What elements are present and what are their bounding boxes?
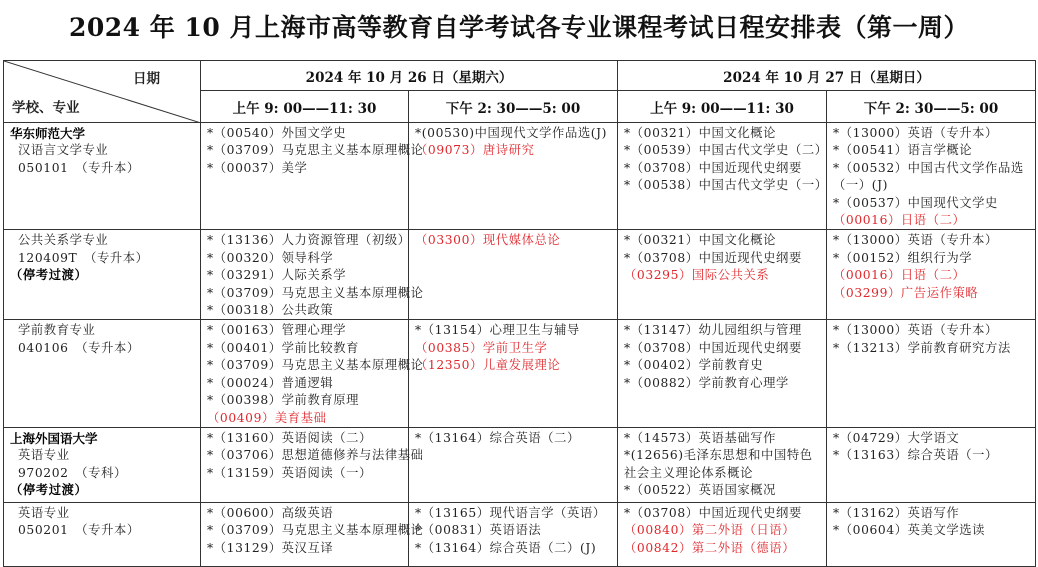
major-code: 050101 （专升本）	[18, 160, 140, 175]
course-list	[827, 428, 1035, 465]
course-item: *（00537）中国现代文学史	[833, 195, 998, 210]
major-code: 040106 （专升本）	[18, 340, 140, 355]
session-cell	[409, 427, 618, 502]
course-item: *(00530)中国现代文学作品选(J)	[415, 126, 608, 140]
course-item: *（03708）中国近现代史纲要	[624, 250, 802, 265]
course-item: *（13159）英语阅读（一）	[207, 465, 372, 480]
table-row	[4, 502, 1036, 566]
course-item: *（03709）马克思主义基本原理概论	[207, 285, 424, 300]
course-item: *（04729）大学语文	[833, 430, 960, 445]
course-item: *（00882）学前教育心理学	[624, 375, 789, 390]
school-major-content	[4, 428, 200, 500]
major-name: 学前教育专业	[18, 323, 96, 338]
course-item: *（03708）中国近现代史纲要	[624, 160, 802, 175]
course-item: *（13163）综合英语（一）	[833, 448, 998, 463]
course-list	[827, 503, 1035, 540]
session-cell	[827, 502, 1036, 566]
status-note: （停考过渡）	[10, 268, 88, 283]
course-item-highlighted: （00016）日语（二）	[833, 213, 966, 228]
course-list	[201, 230, 424, 319]
session-header: 下午 2: 30——5: 00	[409, 91, 618, 123]
diagonal-header-cell	[4, 61, 201, 123]
major-name: 英语专业	[18, 448, 70, 463]
course-item-highlighted: （00385）学前卫生学	[415, 340, 548, 355]
course-item: （一）(J)	[833, 178, 889, 193]
course-item: *（13136）人力资源管理（初级）	[207, 233, 411, 248]
course-item: *（13164）综合英语（二）	[415, 430, 580, 445]
course-item: *（00522）英语国家概况	[624, 483, 777, 498]
course-item: *（03708）中国近现代史纲要	[624, 340, 802, 355]
course-item-highlighted: （03300）现代媒体总论	[415, 233, 561, 248]
course-item: *（13213）学前教育研究方法	[833, 340, 1011, 355]
session-cell	[201, 427, 424, 502]
course-list	[409, 123, 617, 160]
session-cell	[409, 320, 618, 427]
course-list	[201, 428, 424, 482]
session-cell	[618, 502, 827, 566]
course-list	[827, 123, 1035, 229]
school-major-cell	[4, 230, 201, 320]
course-item: *（00152）组织行为学	[833, 250, 973, 265]
session-cell	[827, 123, 1036, 230]
major-name: 英语专业	[18, 505, 70, 520]
course-item: 社会主义理论体系概论	[624, 465, 753, 480]
session-header: 下午 2: 30——5: 00	[827, 91, 1036, 123]
session-cell	[618, 427, 827, 502]
session-cell	[827, 320, 1036, 427]
session-header: 上午 9: 00——11: 30	[618, 91, 827, 123]
course-list	[618, 230, 826, 284]
course-list	[409, 503, 617, 557]
table-row	[4, 320, 1036, 427]
session-cell	[827, 230, 1036, 320]
school-name: 上海外国语大学	[10, 430, 98, 446]
school-major-cell	[4, 320, 201, 427]
school-major-content	[4, 123, 200, 177]
date-label: 日期	[133, 71, 160, 87]
course-item: *（03709）马克思主义基本原理概论	[207, 143, 424, 158]
session-cell	[618, 230, 827, 320]
course-item: *（13147）幼儿园组织与管理	[624, 323, 802, 338]
course-item-highlighted: （03299）广告运作策略	[833, 285, 979, 300]
course-item: *(12656)毛泽东思想和中国特色	[624, 448, 813, 463]
course-item: *（00401）学前比较教育	[207, 340, 360, 355]
session-cell	[618, 123, 827, 230]
day-header: 2024 年 10 月 26 日（星期六）	[201, 61, 618, 91]
table-row	[4, 123, 1036, 230]
course-list	[827, 230, 1035, 302]
course-item-highlighted: （00842）第二外语（德语）	[624, 540, 796, 555]
course-item: *（03706）思想道德修养与法律基础	[207, 448, 424, 463]
course-list	[618, 503, 826, 557]
course-item: *（00538）中国古代文学史（一）	[624, 178, 828, 193]
course-item: *（13000）英语（专升本）	[833, 126, 998, 140]
exam-schedule-table	[3, 60, 1036, 567]
course-item: *（00541）语言学概论	[833, 143, 973, 158]
session-cell	[827, 427, 1036, 502]
course-list	[201, 503, 424, 557]
course-item-highlighted: （00840）第二外语（日语）	[624, 523, 796, 538]
course-list	[618, 428, 826, 500]
course-item: *（00402）学前教育史	[624, 358, 764, 373]
course-item: *（13165）现代语言学（英语）	[415, 505, 606, 520]
course-item: *（13154）心理卫生与辅导	[415, 323, 580, 338]
course-list	[618, 123, 826, 195]
course-item-highlighted: （03295）国际公共关系	[624, 268, 770, 283]
status-note: （停考过渡）	[10, 483, 88, 498]
course-item: *（00320）领导科学	[207, 250, 334, 265]
school-major-cell	[4, 123, 201, 230]
course-item: *（00037）美学	[207, 160, 308, 175]
school-major-content	[4, 320, 200, 357]
session-cell	[201, 320, 424, 427]
major-code: 120409T （专升本）	[18, 250, 149, 265]
course-item: *（03709）马克思主义基本原理概论	[207, 523, 424, 538]
course-item: *（13129）英汉互译	[207, 540, 334, 555]
page-title: 2024 年 10 月上海市高等教育自学考试各专业课程考试日程安排表（第一周）	[69, 13, 969, 42]
session-cell	[201, 123, 424, 230]
major-name: 公共关系学专业	[18, 233, 109, 248]
course-item: *（00163）管理心理学	[207, 323, 347, 338]
course-item: *（00532）中国古代文学作品选	[833, 160, 1024, 175]
course-item: *（13164）综合英语（二）(J)	[415, 540, 597, 555]
course-item: *（00831）英语语法	[415, 523, 542, 538]
course-item: *（03708）中国近现代史纲要	[624, 505, 802, 520]
course-item: *（03709）马克思主义基本原理概论	[207, 358, 424, 373]
course-item: *（13162）英语写作	[833, 505, 960, 520]
course-item: *（14573）英语基础写作	[624, 430, 777, 445]
course-item: *（13000）英语（专升本）	[833, 323, 998, 338]
course-list	[409, 230, 617, 249]
session-cell	[409, 123, 618, 230]
school-major-cell	[4, 427, 201, 502]
course-list	[201, 123, 424, 177]
course-item-highlighted: （12350）儿童发展理论	[415, 358, 561, 373]
course-list	[827, 320, 1035, 357]
school-major-cell	[4, 502, 201, 566]
course-item: *（00540）外国文学史	[207, 126, 347, 140]
major-name: 汉语言文学专业	[18, 143, 109, 158]
course-item: *（13000）英语（专升本）	[833, 233, 998, 248]
course-list	[409, 320, 617, 374]
course-item: *（00539）中国古代文学史（二）	[624, 143, 828, 158]
school-major-content	[4, 230, 200, 284]
course-item: *（00604）英美文学选读	[833, 523, 986, 538]
session-cell	[201, 230, 424, 320]
session-cell	[618, 320, 827, 427]
school-major-label: 学校、专业	[12, 100, 80, 116]
course-item-highlighted: （00016）日语（二）	[833, 268, 966, 283]
session-header: 上午 9: 00——11: 30	[201, 91, 409, 123]
course-item-highlighted: （09073）唐诗研究	[415, 143, 535, 158]
day-header: 2024 年 10 月 27 日（星期日）	[618, 61, 1036, 91]
course-item-highlighted: （00409）美育基础	[207, 410, 327, 425]
course-item: *（00321）中国文化概论	[624, 126, 777, 140]
course-item: *（00398）学前教育原理	[207, 393, 360, 408]
course-item: *（13160）英语阅读（二）	[207, 430, 372, 445]
session-cell	[201, 502, 424, 566]
course-list	[618, 320, 826, 392]
table-row	[4, 230, 1036, 320]
course-list	[409, 428, 617, 447]
school-major-content	[4, 503, 200, 540]
course-list	[201, 320, 424, 426]
course-item: *（00321）中国文化概论	[624, 233, 777, 248]
course-item: *（00318）公共政策	[207, 303, 334, 318]
session-cell	[409, 502, 618, 566]
table-row	[4, 427, 1036, 502]
course-item: *（03291）人际关系学	[207, 268, 347, 283]
course-item: *（00600）高级英语	[207, 505, 334, 520]
session-cell	[409, 230, 618, 320]
major-code: 050201 （专升本）	[18, 523, 140, 538]
school-name: 华东师范大学	[10, 126, 86, 141]
major-code: 970202 （专科）	[18, 465, 127, 480]
course-item: *（00024）普通逻辑	[207, 375, 334, 390]
